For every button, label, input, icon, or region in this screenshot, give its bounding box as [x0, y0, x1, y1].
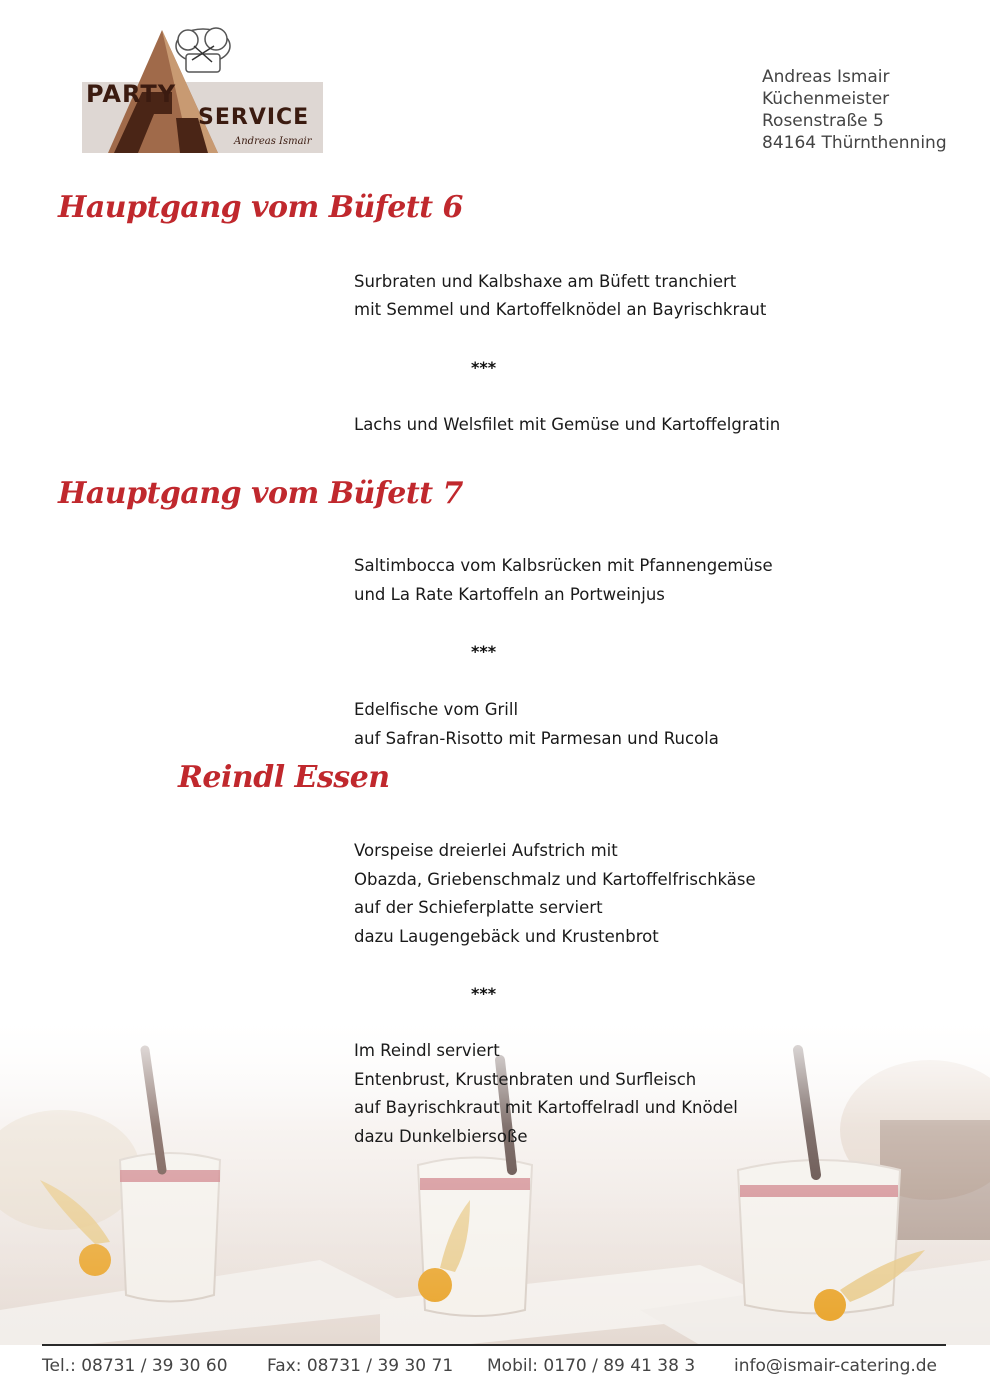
- chef-hat-icon: [168, 24, 238, 80]
- separator-stars: ***: [471, 984, 497, 1003]
- menu-line: Vorspeise dreierlei Aufstrich mit: [354, 841, 618, 860]
- logo-service-text: SERVICE: [198, 105, 310, 130]
- menu-line: auf Safran-Risotto mit Parmesan und Rucola: [354, 729, 719, 748]
- menu-line: Lachs und Welsfilet mit Gemüse und Kartoffelgratin: [354, 415, 781, 434]
- menu-line: Saltimbocca vom Kalbsrücken mit Pfannengemüse: [354, 556, 773, 575]
- address-block: [762, 66, 947, 154]
- separator-stars: ***: [471, 642, 497, 661]
- party-service-logo: [80, 22, 325, 156]
- footer-mobile: Mobil: 0170 / 89 41 38 3: [487, 1356, 696, 1376]
- menu-line: auf Bayrischkraut mit Kartoffelradl und Knödel: [354, 1098, 738, 1117]
- menu-line: mit Semmel und Kartoffelknödel an Bayrischkraut: [354, 300, 767, 319]
- menu-line: Entenbrust, Krustenbraten und Surfleisch: [354, 1070, 697, 1089]
- section-heading-reindl-essen: Reindl Essen: [178, 760, 390, 795]
- menu-line: dazu Laugengebäck und Krustenbrot: [354, 927, 659, 946]
- address-name: Andreas Ismair: [762, 67, 890, 87]
- footer-phone: Tel.: 08731 / 39 30 60: [42, 1356, 228, 1376]
- menu-line: Edelfische vom Grill: [354, 700, 519, 719]
- menu-line: auf der Schieferplatte serviert: [354, 898, 603, 917]
- dessert-glasses-image: [0, 1010, 990, 1345]
- menu-line: und La Rate Kartoffeln an Portweinjus: [354, 585, 665, 604]
- dessert-photo-background: [0, 1010, 990, 1345]
- footer-email[interactable]: info@ismair-catering.de: [734, 1356, 938, 1376]
- footer-fax: Fax: 08731 / 39 30 71: [267, 1356, 454, 1376]
- menu-line: Surbraten und Kalbshaxe am Büfett tranchiert: [354, 272, 737, 291]
- menu-line: Im Reindl serviert: [354, 1041, 500, 1060]
- address-title: Küchenmeister: [762, 89, 890, 109]
- menu-line: Obazda, Griebenschmalz und Kartoffelfrischkäse: [354, 870, 756, 889]
- menu-line: dazu Dunkelbiersoße: [354, 1127, 528, 1146]
- section-heading-buffet-7: Hauptgang vom Büfett 7: [58, 476, 463, 511]
- separator-stars: ***: [471, 358, 497, 377]
- logo-name-text: Andreas Ismair: [234, 136, 312, 147]
- address-city: 84164 Thürnthenning: [762, 133, 947, 153]
- section-heading-buffet-6: Hauptgang vom Büfett 6: [58, 190, 463, 225]
- logo-party-text: PARTY: [86, 80, 177, 108]
- footer-divider: [42, 1344, 946, 1346]
- address-street: Rosenstraße 5: [762, 111, 884, 131]
